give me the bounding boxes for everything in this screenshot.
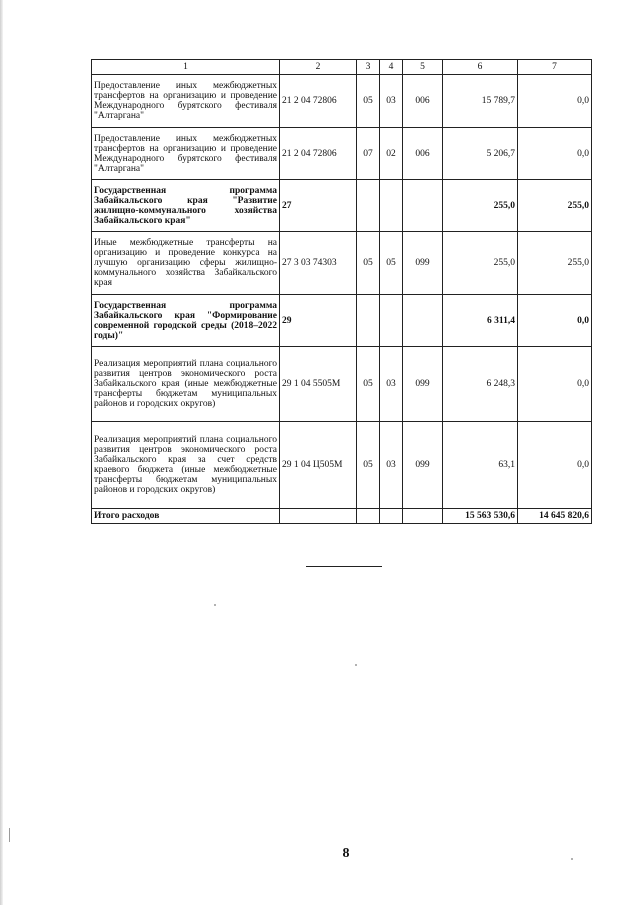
table-row — [92, 128, 592, 180]
program-name-cell: Государственная программа Забайкальского края "Развитие жилищно-коммунального хозяйства Забайкальского края" — [92, 180, 280, 232]
program-name-cell: Государственная программа Забайкальского края "Формирование современной городской среды (2018–2022 годы)" — [92, 295, 280, 347]
scan-edge-shadow — [0, 0, 3, 905]
amount-year1-cell: 5 206,7 — [443, 128, 518, 180]
target-article-code-cell: 21 2 04 72806 — [280, 128, 357, 180]
scan-speck — [9, 828, 10, 842]
amount-year2-cell: 0,0 — [518, 422, 592, 509]
amount-year2-cell: 0,0 — [518, 347, 592, 422]
column-number: 1 — [92, 60, 280, 75]
table-row — [92, 422, 592, 509]
expense-type-cell — [403, 295, 443, 347]
table-row — [92, 180, 592, 232]
target-article-code-cell: 29 — [280, 295, 357, 347]
expense-name-cell: Реализация мероприятий плана социального развития центров экономического роста Забайкальского края за счет средств краевого бюджета (иные межбюджетные трансферты бюджетам муниципальных районов и городских округов) — [92, 422, 280, 509]
total-label-cell: Итого расходов — [92, 509, 280, 524]
total-year1-cell: 15 563 530,6 — [443, 509, 518, 524]
subsection-cell — [380, 180, 403, 232]
amount-year2-cell: 255,0 — [518, 180, 592, 232]
target-article-code-cell: 21 2 04 72806 — [280, 75, 357, 128]
subsection-cell: 03 — [380, 347, 403, 422]
target-article-code-cell: 27 3 03 74303 — [280, 232, 357, 295]
column-number: 4 — [380, 60, 403, 75]
section-cell: 05 — [357, 232, 380, 295]
subsection-cell: 02 — [380, 128, 403, 180]
section-cell — [357, 295, 380, 347]
table-row — [92, 347, 592, 422]
section-cell: 05 — [357, 422, 380, 509]
table-row — [92, 232, 592, 295]
empty-cell — [403, 509, 443, 524]
empty-cell — [280, 509, 357, 524]
total-row — [92, 509, 592, 524]
expense-name-cell: Предоставление иных межбюджетных трансфертов на организацию и проведение Международного бурятского фестиваля "Алтаргана" — [92, 128, 280, 180]
section-cell: 07 — [357, 128, 380, 180]
column-number: 2 — [280, 60, 357, 75]
expense-name-cell: Реализация мероприятий плана социального развития центров экономического роста Забайкальского края (иные межбюджетные трансферты бюджетам муниципальных районов и городских округов) — [92, 347, 280, 422]
scan-speck — [355, 664, 357, 666]
amount-year1-cell: 255,0 — [443, 180, 518, 232]
amount-year2-cell: 255,0 — [518, 232, 592, 295]
page-number: 8 — [342, 846, 350, 861]
amount-year2-cell: 0,0 — [518, 295, 592, 347]
expense-type-cell — [403, 180, 443, 232]
amount-year1-cell: 6 311,4 — [443, 295, 518, 347]
empty-cell — [380, 509, 403, 524]
scan-speck — [571, 858, 573, 860]
target-article-code-cell: 29 1 04 5505M — [280, 347, 357, 422]
budget-table — [91, 59, 592, 524]
amount-year2-cell: 0,0 — [518, 128, 592, 180]
column-number-row — [92, 60, 592, 75]
expense-type-cell: 006 — [403, 75, 443, 128]
target-article-code-cell: 29 1 04 Ц505M — [280, 422, 357, 509]
expense-type-cell: 099 — [403, 347, 443, 422]
subsection-cell: 03 — [380, 422, 403, 509]
amount-year1-cell: 15 789,7 — [443, 75, 518, 128]
table-row — [92, 295, 592, 347]
subsection-cell: 05 — [380, 232, 403, 295]
closing-rule — [306, 566, 382, 567]
amount-year1-cell: 6 248,3 — [443, 347, 518, 422]
column-number: 7 — [518, 60, 592, 75]
expense-name-cell: Предоставление иных межбюджетных трансфертов на организацию и проведение Международного бурятского фестиваля "Алтаргана" — [92, 75, 280, 128]
section-cell: 05 — [357, 347, 380, 422]
column-number: 6 — [443, 60, 518, 75]
subsection-cell — [380, 295, 403, 347]
expense-type-cell: 099 — [403, 422, 443, 509]
expense-name-cell: Иные межбюджетные трансферты на организацию и проведение конкурса на лучшую организацию сферы жилищно-коммунального хозяйства Забайкальского края — [92, 232, 280, 295]
expense-type-cell: 006 — [403, 128, 443, 180]
section-cell: 05 — [357, 75, 380, 128]
empty-cell — [357, 509, 380, 524]
column-number: 3 — [357, 60, 380, 75]
subsection-cell: 03 — [380, 75, 403, 128]
expense-type-cell: 099 — [403, 232, 443, 295]
column-number: 5 — [403, 60, 443, 75]
scan-speck — [214, 604, 216, 606]
table-row — [92, 75, 592, 128]
amount-year2-cell: 0,0 — [518, 75, 592, 128]
section-cell — [357, 180, 380, 232]
amount-year1-cell: 255,0 — [443, 232, 518, 295]
amount-year1-cell: 63,1 — [443, 422, 518, 509]
target-article-code-cell: 27 — [280, 180, 357, 232]
total-year2-cell: 14 645 820,6 — [518, 509, 592, 524]
